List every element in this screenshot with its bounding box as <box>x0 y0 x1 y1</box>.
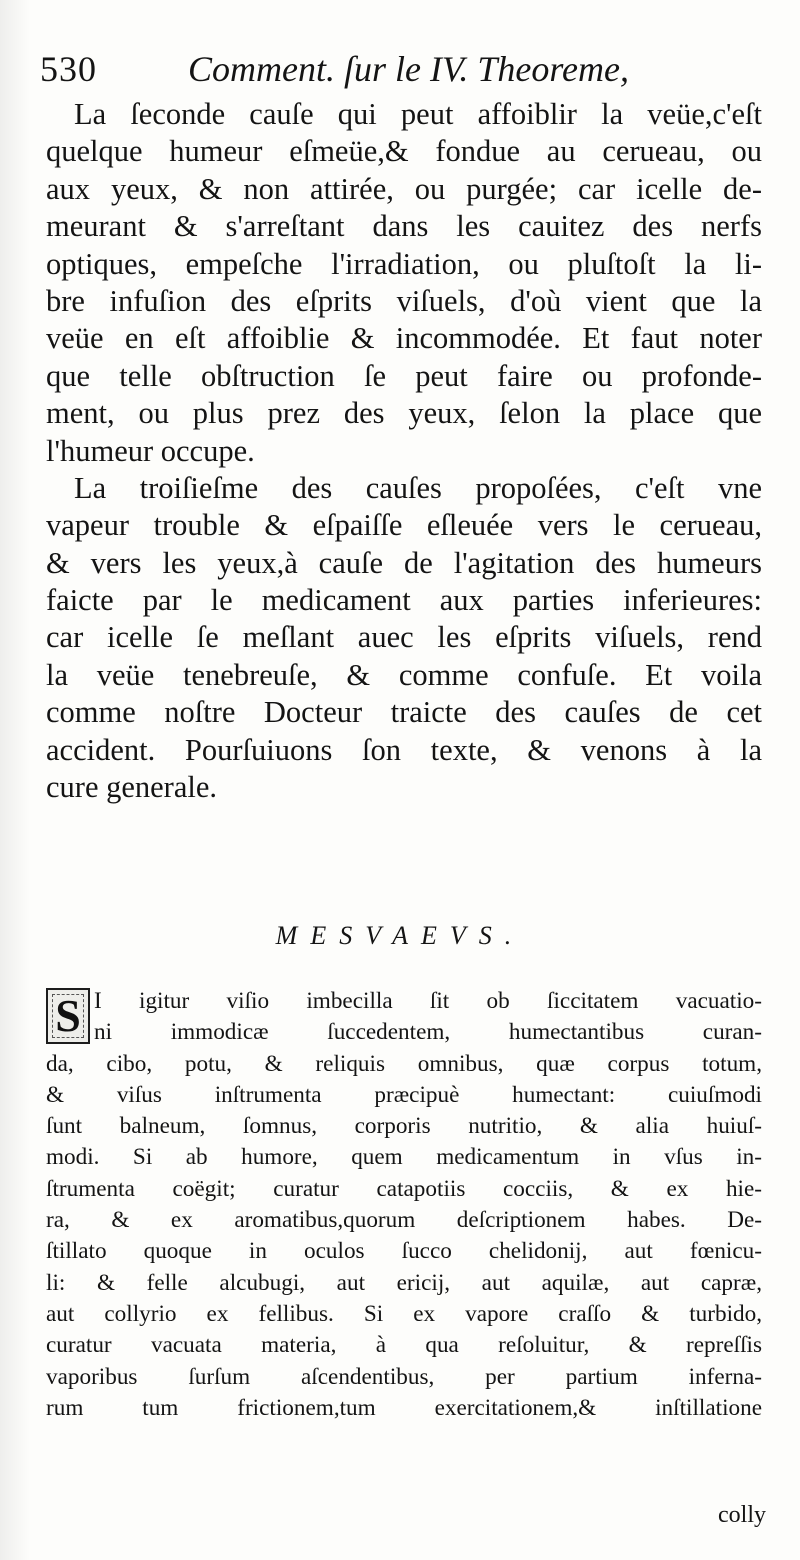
text-line: meurant & s'arreſtant dans les cauitez des nerfs <box>46 209 762 244</box>
text-line: aut collyrio ex fellibus. Si ex vapore craſſo & turbido, <box>46 1300 762 1327</box>
text-line: aux yeux, & non attirée, ou purgée; car icelle de- <box>46 171 762 206</box>
text-line: ſtrumenta coëgit; curatur catapotiis cocciis, & ex hie- <box>46 1175 762 1202</box>
text-line: ſtillato quoque in oculos ſucco chelidonij, aut fœnicu- <box>46 1238 762 1265</box>
text-line: car icelle ſe meſlant auec les eſprits viſuels, rend <box>46 620 762 655</box>
page-header <box>40 46 780 92</box>
text-line: & vers les yeux,à cauſe de l'agitation des humeurs <box>46 545 762 580</box>
text-line: faicte par le medicament aux parties inferieures: <box>46 583 762 618</box>
text-line: que telle obſtruction ſe peut faire ou profonde- <box>46 358 762 393</box>
catchword: colly <box>718 1502 766 1528</box>
initial-letter: S <box>55 990 81 1041</box>
text-line: vaporibus ſurſum aſcendentibus, per partium inferna- <box>46 1363 762 1390</box>
text-line: I igitur viſio imbecilla ſit ob ſiccitatem vacuatio- <box>94 988 762 1014</box>
text-line: cure generale. <box>46 770 218 805</box>
page-number: 530 <box>40 49 97 89</box>
text-line: veüe en eſt affoiblie & incommodée. Et faut noter <box>46 321 762 356</box>
text-line: accident. Pourſuiuons ſon texte, & venons à la <box>46 732 762 767</box>
text-line: comme noſtre Docteur traicte des cauſes de cet <box>46 695 762 730</box>
text-line: ſunt balneum, ſomnus, corporis nutritio, & alia huiuſ- <box>46 1113 762 1140</box>
text-line: li: & felle alcubugi, aut ericij, aut aquilæ, aut capræ, <box>46 1269 762 1296</box>
text-line: rum tum frictionem,tum exercitationem,& inſtillatione <box>46 1394 762 1421</box>
latin-text <box>46 986 762 1424</box>
text-line: l'humeur occupe. <box>46 433 255 468</box>
text-line: bre infuſion des eſprits viſuels, d'où vient que la <box>46 283 762 318</box>
text-line: optiques, empeſche l'irradiation, ou pluſtoſt la li- <box>46 246 762 281</box>
text-line: vapeur trouble & eſpaiſſe eſleuée vers le cerueau, <box>46 508 762 543</box>
french-commentary <box>46 96 762 806</box>
text-line: da, cibo, potu, & reliquis omnibus, quæ corpus totum, <box>46 1050 762 1077</box>
running-title: Comment. ſur le IV. Theoreme, <box>188 49 629 89</box>
text-line: ra, & ex aromatibus,quorum deſcriptionem habes. De- <box>46 1207 762 1234</box>
text-line: curatur vacuata materia, à qua reſoluitur, & repreſſis <box>46 1332 762 1359</box>
text-line: ment, ou plus prez des yeux, ſelon la place que <box>46 396 762 431</box>
text-line: quelque humeur eſmeüe,& fondue au cerueau, ou <box>46 134 762 169</box>
text-line: La ſeconde cauſe qui peut affoiblir la veüe,c'eſt <box>74 97 762 131</box>
text-line: La troiſieſme des cauſes propoſées, c'eſt vne <box>74 470 762 505</box>
text-line: ni immodicæ ſuccedentem, humectantibus curan- <box>94 1019 762 1046</box>
text-line: la veüe tenebreuſe, & comme confuſe. Et voila <box>46 657 762 692</box>
paragraph-third-cause <box>46 470 762 807</box>
text-line: modi. Si ab humore, quem medicamentum in vſus in- <box>46 1144 762 1171</box>
paragraph-second-cause <box>46 96 762 470</box>
section-heading: MESVAEVS. <box>275 921 525 950</box>
text-line: & viſus inſtrumenta præcipuè humectant: cuiuſmodi <box>46 1081 762 1108</box>
